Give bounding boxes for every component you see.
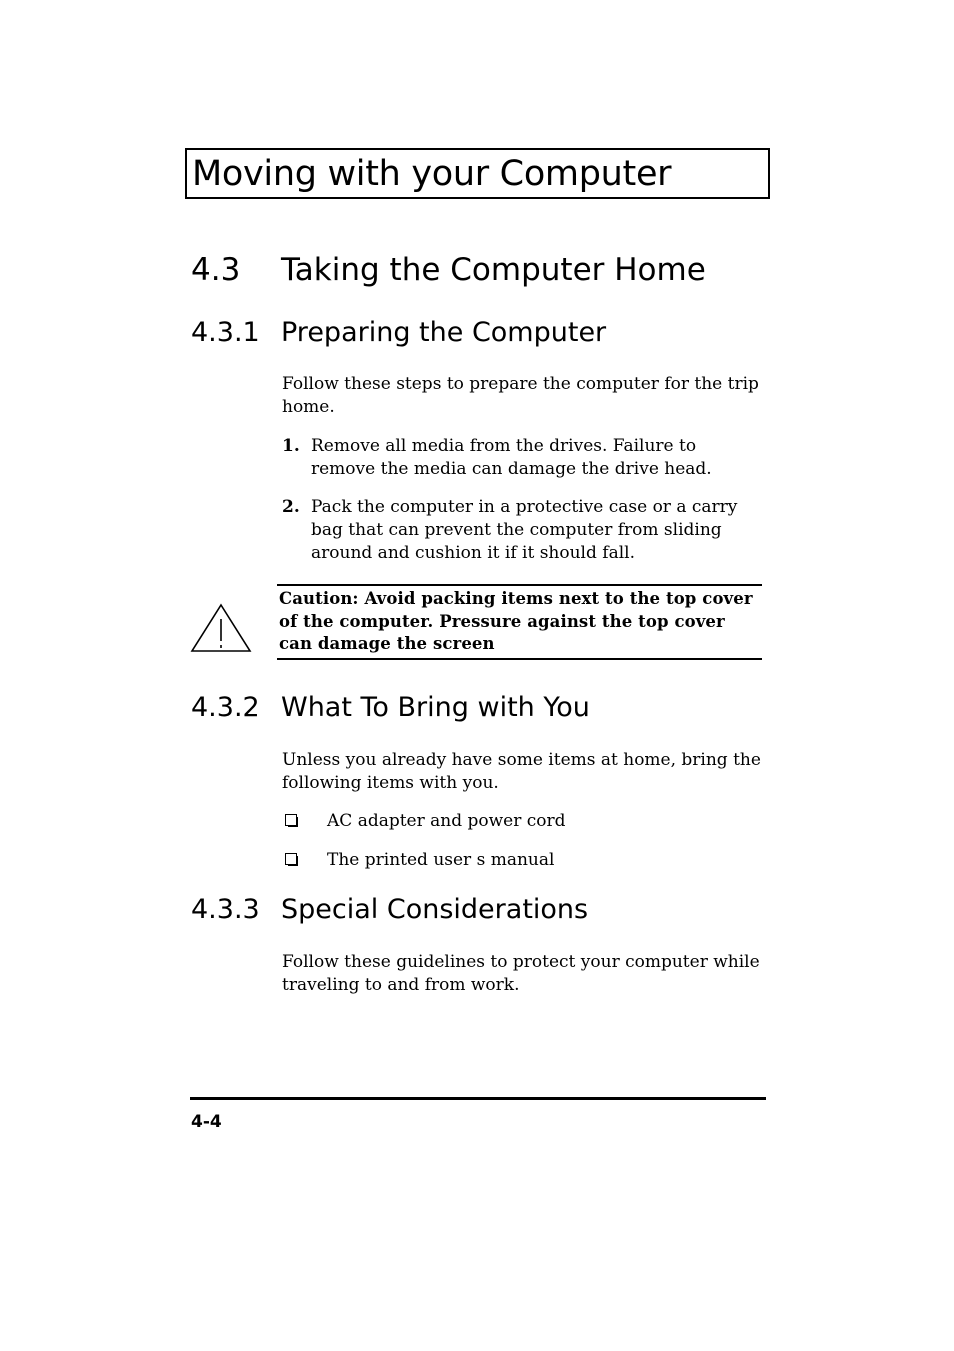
warning-triangle-icon: [190, 602, 252, 654]
section-number: 4.3: [191, 252, 241, 288]
caution-text: Caution: Avoid packing items next to the top cover of the computer. Pressure against the top cover can damage the screen: [279, 589, 753, 653]
chapter-header-box: [185, 148, 770, 199]
special-considerations-paragraph: Follow these guidelines to protect your computer while traveling to and from work.: [282, 952, 760, 995]
chapter-title: Moving with your Computer: [192, 154, 672, 194]
what-to-bring-intro-paragraph: Unless you already have some items at home, bring the following items with you.: [282, 750, 761, 793]
subsection-heading-what-to-bring: [191, 692, 761, 724]
subsection-number: 4.3.2: [191, 692, 260, 723]
caution-bottom-rule: [277, 658, 762, 660]
section-title: Taking the Computer Home: [281, 252, 706, 288]
checkbox-icon: [285, 853, 297, 865]
checkbox-icon: [285, 814, 297, 826]
list-item: [282, 810, 762, 833]
subsection-number: 4.3.1: [191, 317, 260, 348]
subsection-title: What To Bring with You: [281, 692, 590, 723]
subsection-number: 4.3.3: [191, 894, 260, 925]
subsection-heading-preparing: [191, 317, 761, 349]
step-number: 1.: [282, 436, 300, 456]
step-text: Remove all media from the drives. Failure to remove the media can damage the drive head.: [311, 436, 712, 479]
step-text: Pack the computer in a protective case or a carry bag that can prevent the computer from sliding around and cushion it if it should fall.: [311, 497, 738, 563]
list-item-text: The printed user s manual: [327, 850, 555, 870]
subsection-title: Special Considerations: [281, 894, 589, 925]
caution-top-rule: [277, 584, 762, 586]
page-number: 4-4: [191, 1112, 222, 1132]
step-item: [282, 496, 762, 565]
step-item: [282, 435, 762, 481]
footer-rule: [190, 1097, 766, 1100]
preparing-intro-paragraph: Follow these steps to prepare the computer for the trip home.: [282, 374, 759, 417]
step-number: 2.: [282, 497, 300, 517]
list-item: [282, 849, 762, 872]
subsection-heading-special-considerations: [191, 894, 761, 926]
subsection-title: Preparing the Computer: [281, 317, 607, 348]
list-item-text: AC adapter and power cord: [327, 811, 566, 831]
section-heading: [191, 252, 761, 288]
